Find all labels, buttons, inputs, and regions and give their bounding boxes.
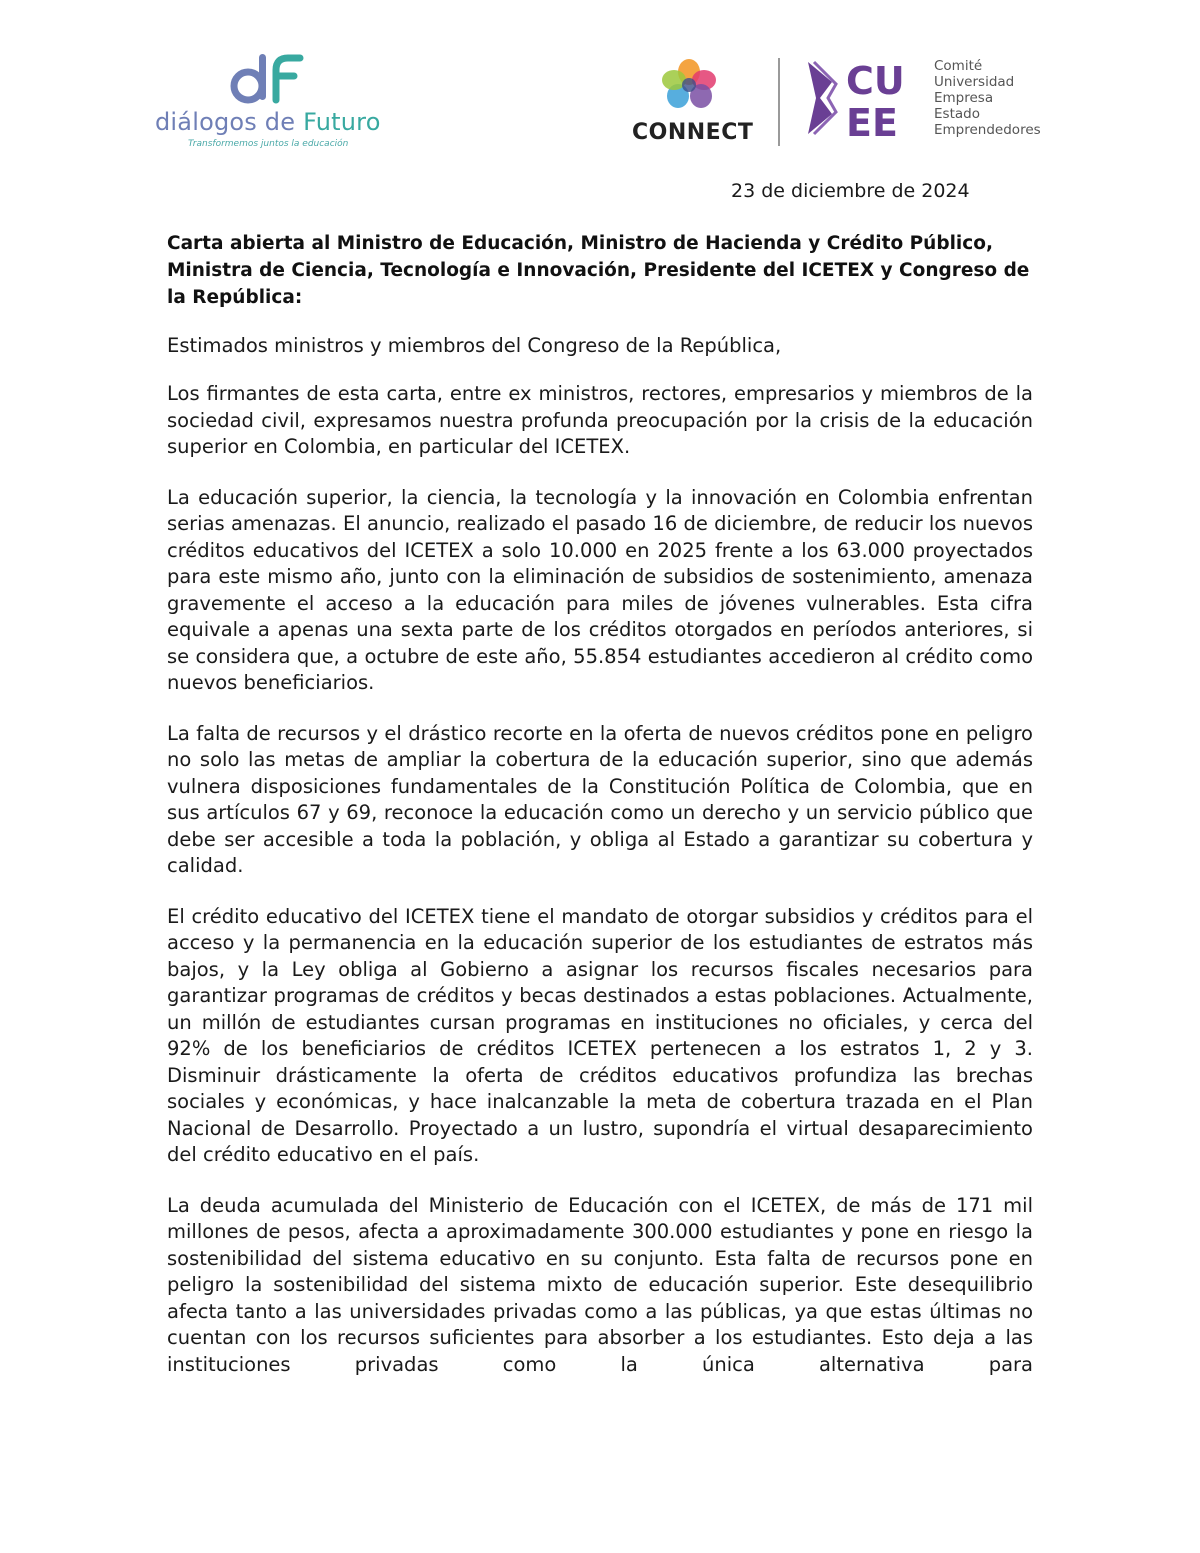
letter-title: Carta abierta al Ministro de Educación, Ministro de Hacienda y Crédito Público, Ministra de Ciencia, Tecnología e Innovación, Presidente del ICETEX y Congreso de la República: (167, 233, 1030, 308)
dialogos-de-futuro-wordmark (155, 108, 385, 136)
dialogos-de-futuro-logo (150, 52, 390, 152)
svg-text:EE: EE (846, 101, 898, 141)
letter-body (167, 230, 1033, 1402)
svg-text:CU: CU (846, 59, 905, 103)
paragraph: Los firmantes de esta carta, entre ex ministros, rectores, empresarios y miembros de la sociedad civil, expresamos nuestra profunda preocupación por la crisis de la educación superior en Colombia, en particular del ICETEX. (167, 382, 1033, 458)
logo-divider (778, 58, 780, 146)
cuee-line: Empresa (934, 90, 994, 106)
salutation: Estimados ministros y miembros del Congreso de la República, (167, 334, 782, 357)
letter-date: 23 de diciembre de 2024 (731, 180, 970, 202)
connect-logo (630, 56, 755, 151)
paragraph: El crédito educativo del ICETEX tiene el mandato de otorgar subsidios y créditos para el acceso y la permanencia en la educación superior de los estudiantes de estratos más bajos, y la Ley obliga al Gobierno a asignar los recursos fiscales necesarios para garantizar programas de créditos y becas destinados a estas poblaciones. Actualmente, un millón de estudiantes cursan programas en instituciones no oficiales, y cerca del 92% de los beneficiarios de créditos ICETEX pertenecen a los estratos 1, 2 y 3. Disminuir drásticamente la oferta de créditos educativos profundiza las brechas sociales y económicas, y hace inalcanzable la meta de cobertura trazada en el Plan Nacional de Desarrollo. Proyectado a un lustro, supondría el virtual desaparecimiento del crédito educativo en el país. (167, 904, 1033, 1166)
dialogos-word: diálogos de (155, 108, 296, 136)
connect-flower-icon (658, 56, 720, 112)
cuee-line: Comité (934, 58, 983, 74)
dialogos-tagline: Transformemos juntos la educación (188, 139, 349, 149)
paragraph: La falta de recursos y el drástico recorte en la oferta de nuevos créditos pone en peligro no solo las metas de ampliar la cobertura de la educación superior, sino que además vulnera disposiciones fundamentales de la Constitución Política de Colombia, que en sus artículos 67 y 69, reconoce la educación como un derecho y un servicio público que debe ser accesible a toda la población, y obliga al Estado a garantizar su cobertura y calidad. (167, 721, 1033, 877)
cuee-line: Emprendedores (934, 122, 1041, 138)
paragraph: La deuda acumulada del Ministerio de Educación con el ICETEX, de más de 171 mil millones de pesos, afecta a aproximadamente 300.000 estudiantes y pone en riesgo la sostenibilidad del sistema educativo en su conjunto. Esta falta de recursos pone en peligro la sostenibilidad del sistema mixto de educación superior. Este desequilibrio afecta tanto a las universidades privadas como a las públicas, ya que estas últimas no cuentan con los recursos suficientes para absorber a los estudiantes. Esto deja a las instituciones privadas como la única alternativa para (167, 1193, 1033, 1376)
cuee-name-lines (934, 58, 1041, 138)
letterhead (0, 0, 1200, 170)
cuee-line: Universidad (934, 74, 1015, 90)
futuro-word: Futuro (303, 108, 381, 136)
dialogos-de-futuro-mark-icon (228, 52, 308, 106)
cuee-logo (806, 56, 1066, 146)
connect-wordmark: CONNECT (632, 120, 754, 145)
cuee-mark-icon (806, 56, 921, 141)
paragraph: La educación superior, la ciencia, la tecnología y la innovación en Colombia enfrentan serias amenazas. El anuncio, realizado el pasado 16 de diciembre, de reducir los nuevos créditos educativos del ICETEX a solo 10.000 en 2025 frente a los 63.000 proyectados para este mismo año, junto con la eliminación de subsidios de sostenimiento, amenaza gravemente el acceso a la educación para miles de jóvenes vulnerables. Esta cifra equivale a apenas una sexta parte de los créditos otorgados en períodos anteriores, si se considera que, a octubre de este año, 55.854 estudiantes accedieron al crédito como nuevos beneficiarios. (167, 485, 1033, 694)
cuee-line: Estado (934, 106, 980, 122)
